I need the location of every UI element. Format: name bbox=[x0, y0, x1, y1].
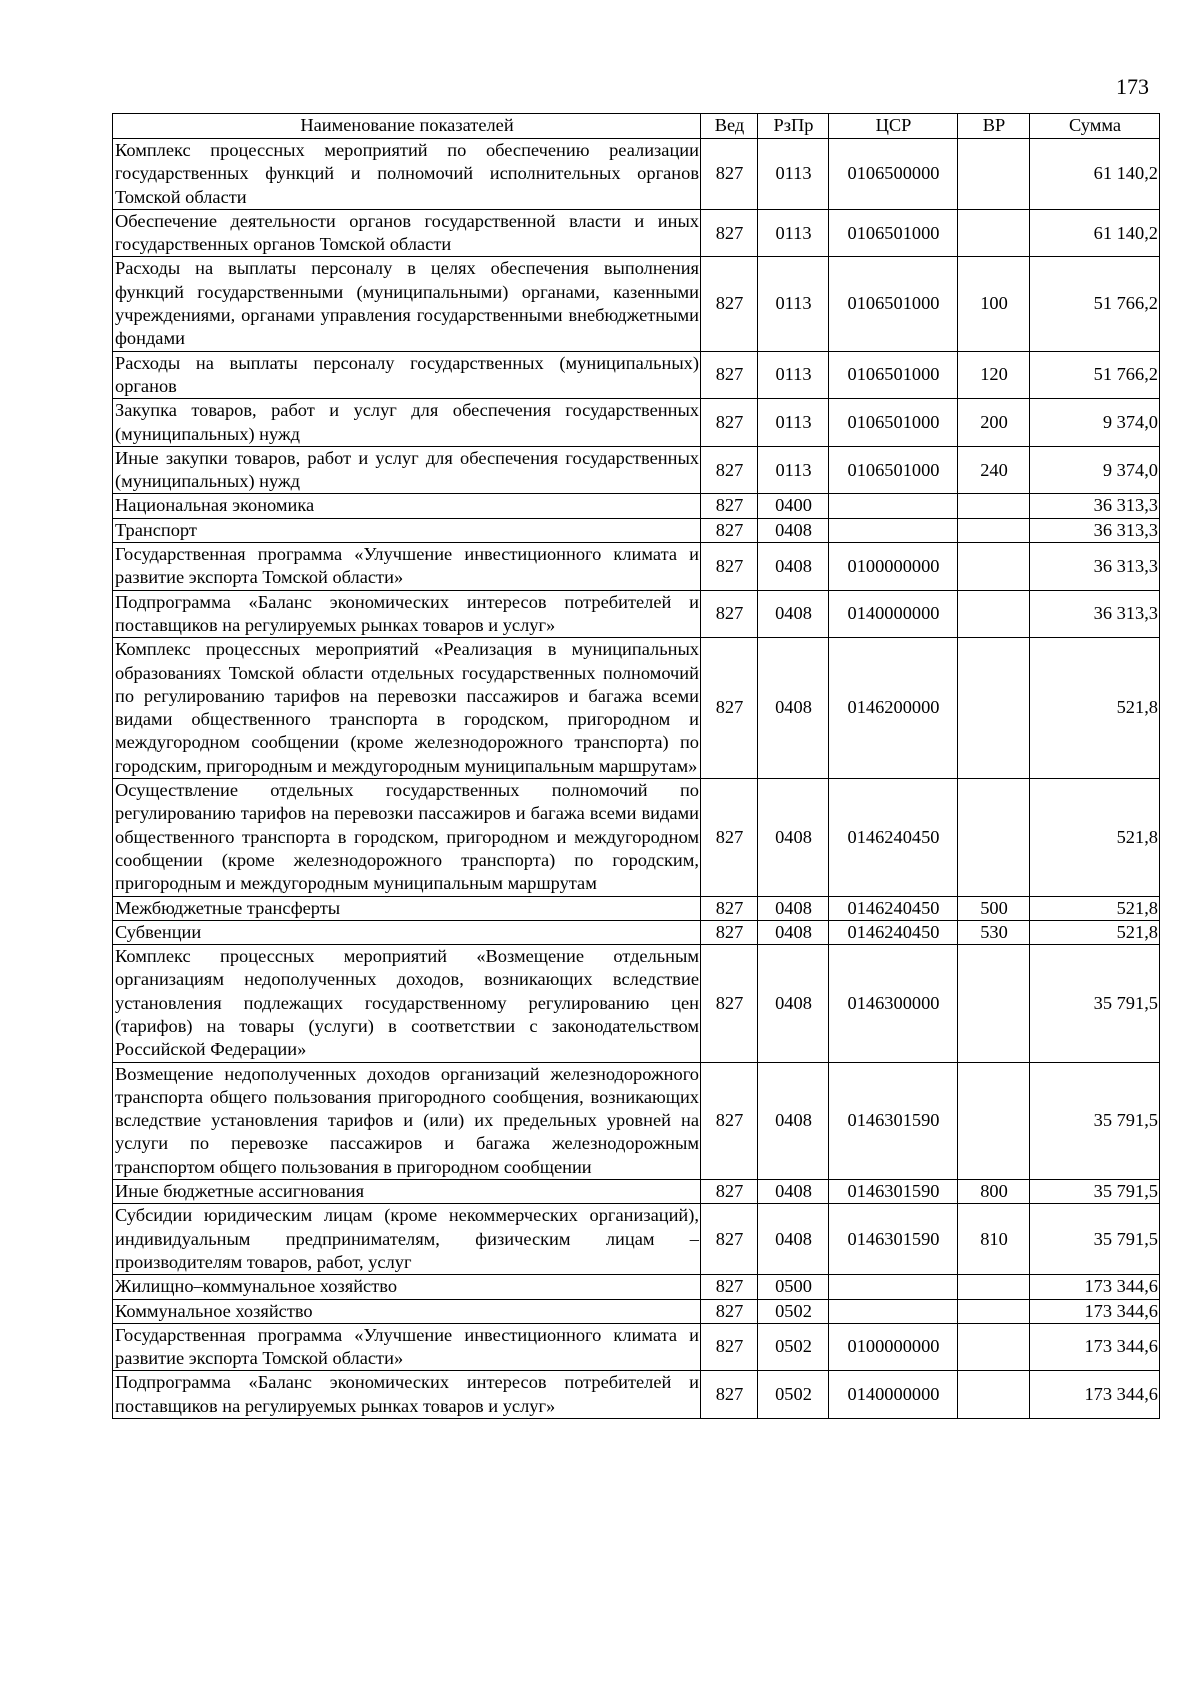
cell-sum: 9 374,0 bbox=[1030, 446, 1160, 494]
cell-rzpr: 0408 bbox=[758, 590, 829, 638]
cell-ved: 827 bbox=[701, 257, 758, 351]
cell-vr: 810 bbox=[958, 1204, 1030, 1275]
cell-vr bbox=[958, 518, 1030, 542]
cell-rzpr: 0500 bbox=[758, 1275, 829, 1299]
cell-csr: 0146300000 bbox=[829, 945, 958, 1062]
cell-rzpr: 0408 bbox=[758, 920, 829, 944]
table-row bbox=[113, 351, 1160, 399]
cell-sum: 173 344,6 bbox=[1030, 1299, 1160, 1323]
cell-csr: 0146301590 bbox=[829, 1204, 958, 1275]
cell-csr: 0140000000 bbox=[829, 1371, 958, 1419]
column-header-name: Наименование показателей bbox=[113, 114, 701, 139]
cell-sum: 51 766,2 bbox=[1030, 351, 1160, 399]
cell-sum: 36 313,3 bbox=[1030, 494, 1160, 518]
table-row bbox=[113, 779, 1160, 896]
cell-sum: 521,8 bbox=[1030, 638, 1160, 779]
cell-csr: 0140000000 bbox=[829, 590, 958, 638]
cell-ved: 827 bbox=[701, 209, 758, 257]
table-row bbox=[113, 638, 1160, 779]
cell-ved: 827 bbox=[701, 1371, 758, 1419]
column-header-sum: Сумма bbox=[1030, 114, 1160, 139]
cell-vr bbox=[958, 779, 1030, 896]
table-row bbox=[113, 1323, 1160, 1371]
cell-sum: 521,8 bbox=[1030, 779, 1160, 896]
cell-ved: 827 bbox=[701, 446, 758, 494]
cell-name: Государственная программа «Улучшение инвестиционного климата и развитие экспорта Томской области» bbox=[113, 543, 701, 591]
cell-csr: 0146240450 bbox=[829, 920, 958, 944]
cell-csr: 0106501000 bbox=[829, 446, 958, 494]
cell-vr bbox=[958, 1323, 1030, 1371]
cell-sum: 36 313,3 bbox=[1030, 518, 1160, 542]
table-row bbox=[113, 1062, 1160, 1179]
table-row bbox=[113, 446, 1160, 494]
cell-sum: 35 791,5 bbox=[1030, 1180, 1160, 1204]
cell-vr bbox=[958, 945, 1030, 1062]
cell-sum: 521,8 bbox=[1030, 920, 1160, 944]
cell-csr: 0100000000 bbox=[829, 1323, 958, 1371]
cell-sum: 36 313,3 bbox=[1030, 590, 1160, 638]
cell-rzpr: 0408 bbox=[758, 1180, 829, 1204]
cell-vr: 530 bbox=[958, 920, 1030, 944]
cell-csr: 0146200000 bbox=[829, 638, 958, 779]
cell-name: Комплекс процессных мероприятий «Возмещение отдельным организациям недополученных доходов, возникающих вследствие установления подлежащих государственному регулированию цен (тарифов) на товары (услуги) в соответствии с законодательством Российской Федерации» bbox=[113, 945, 701, 1062]
cell-rzpr: 0400 bbox=[758, 494, 829, 518]
cell-rzpr: 0408 bbox=[758, 896, 829, 920]
cell-name: Осуществление отдельных государственных полномочий по регулированию тарифов на перевозки пассажиров и багажа всеми видами общественного транспорта в городском, пригородном и междугородном сообщении (кроме железнодорожного транспорта) по городским, пригородным и междугородным муниципальным маршрутам bbox=[113, 779, 701, 896]
column-header-rzpr: РзПр bbox=[758, 114, 829, 139]
cell-vr bbox=[958, 209, 1030, 257]
column-header-ved: Вед bbox=[701, 114, 758, 139]
cell-csr bbox=[829, 1275, 958, 1299]
cell-vr bbox=[958, 1062, 1030, 1179]
cell-sum: 35 791,5 bbox=[1030, 945, 1160, 1062]
cell-csr: 0100000000 bbox=[829, 543, 958, 591]
cell-rzpr: 0408 bbox=[758, 779, 829, 896]
cell-sum: 35 791,5 bbox=[1030, 1062, 1160, 1179]
cell-vr bbox=[958, 1371, 1030, 1419]
table-row bbox=[113, 209, 1160, 257]
cell-ved: 827 bbox=[701, 945, 758, 1062]
cell-sum: 173 344,6 bbox=[1030, 1323, 1160, 1371]
column-header-csr: ЦСР bbox=[829, 114, 958, 139]
table-row bbox=[113, 543, 1160, 591]
cell-vr bbox=[958, 590, 1030, 638]
cell-csr bbox=[829, 494, 958, 518]
cell-name: Субвенции bbox=[113, 920, 701, 944]
table-row bbox=[113, 1204, 1160, 1275]
cell-name: Подпрограмма «Баланс экономических интересов потребителей и поставщиков на регулируемых рынках товаров и услуг» bbox=[113, 1371, 701, 1419]
cell-csr: 0146240450 bbox=[829, 779, 958, 896]
cell-csr: 0106500000 bbox=[829, 139, 958, 210]
table-row bbox=[113, 257, 1160, 351]
cell-name: Транспорт bbox=[113, 518, 701, 542]
cell-name: Подпрограмма «Баланс экономических интересов потребителей и поставщиков на регулируемых рынках товаров и услуг» bbox=[113, 590, 701, 638]
cell-vr bbox=[958, 1299, 1030, 1323]
cell-sum: 61 140,2 bbox=[1030, 139, 1160, 210]
cell-ved: 827 bbox=[701, 638, 758, 779]
column-header-vr: ВР bbox=[958, 114, 1030, 139]
cell-rzpr: 0113 bbox=[758, 446, 829, 494]
cell-sum: 173 344,6 bbox=[1030, 1371, 1160, 1419]
cell-vr: 800 bbox=[958, 1180, 1030, 1204]
cell-ved: 827 bbox=[701, 399, 758, 447]
cell-rzpr: 0408 bbox=[758, 638, 829, 779]
cell-vr bbox=[958, 1275, 1030, 1299]
table-row bbox=[113, 399, 1160, 447]
cell-vr: 240 bbox=[958, 446, 1030, 494]
table-header-row bbox=[113, 114, 1160, 139]
cell-csr: 0146301590 bbox=[829, 1180, 958, 1204]
cell-vr: 200 bbox=[958, 399, 1030, 447]
cell-rzpr: 0502 bbox=[758, 1323, 829, 1371]
cell-sum: 9 374,0 bbox=[1030, 399, 1160, 447]
cell-csr: 0106501000 bbox=[829, 209, 958, 257]
cell-csr: 0146301590 bbox=[829, 1062, 958, 1179]
cell-rzpr: 0502 bbox=[758, 1299, 829, 1323]
cell-name: Субсидии юридическим лицам (кроме некоммерческих организаций), индивидуальным предпринимателям, физическим лицам – производителям товаров, работ, услуг bbox=[113, 1204, 701, 1275]
cell-rzpr: 0408 bbox=[758, 518, 829, 542]
cell-vr bbox=[958, 494, 1030, 518]
table-row bbox=[113, 920, 1160, 944]
cell-ved: 827 bbox=[701, 590, 758, 638]
cell-sum: 35 791,5 bbox=[1030, 1204, 1160, 1275]
cell-ved: 827 bbox=[701, 543, 758, 591]
cell-rzpr: 0113 bbox=[758, 351, 829, 399]
table-row bbox=[113, 896, 1160, 920]
table-row bbox=[113, 1299, 1160, 1323]
cell-name: Жилищно–коммунальное хозяйство bbox=[113, 1275, 701, 1299]
cell-vr: 100 bbox=[958, 257, 1030, 351]
cell-csr: 0106501000 bbox=[829, 399, 958, 447]
cell-rzpr: 0408 bbox=[758, 1204, 829, 1275]
table-row bbox=[113, 945, 1160, 1062]
cell-vr: 500 bbox=[958, 896, 1030, 920]
cell-name: Государственная программа «Улучшение инвестиционного климата и развитие экспорта Томской области» bbox=[113, 1323, 701, 1371]
table-row bbox=[113, 1180, 1160, 1204]
cell-rzpr: 0113 bbox=[758, 139, 829, 210]
cell-ved: 827 bbox=[701, 1204, 758, 1275]
cell-name: Возмещение недополученных доходов организаций железнодорожного транспорта общего пользования пригородного сообщения, возникающих вследствие установления тарифов и (или) их предельных уровней на услуги по перевозке пассажиров и багажа железнодорожным транспортом общего пользования в пригородном сообщении bbox=[113, 1062, 701, 1179]
cell-ved: 827 bbox=[701, 896, 758, 920]
cell-rzpr: 0408 bbox=[758, 945, 829, 1062]
cell-sum: 521,8 bbox=[1030, 896, 1160, 920]
cell-name: Комплекс процессных мероприятий по обеспечению реализации государственных функций и полномочий исполнительных органов Томской области bbox=[113, 139, 701, 210]
cell-rzpr: 0408 bbox=[758, 1062, 829, 1179]
cell-ved: 827 bbox=[701, 1323, 758, 1371]
cell-ved: 827 bbox=[701, 1180, 758, 1204]
cell-csr: 0106501000 bbox=[829, 351, 958, 399]
page-number: 173 bbox=[1116, 74, 1149, 99]
table-row bbox=[113, 518, 1160, 542]
cell-ved: 827 bbox=[701, 494, 758, 518]
cell-csr: 0106501000 bbox=[829, 257, 958, 351]
cell-name: Коммунальное хозяйство bbox=[113, 1299, 701, 1323]
cell-rzpr: 0408 bbox=[758, 543, 829, 591]
cell-sum: 36 313,3 bbox=[1030, 543, 1160, 591]
cell-ved: 827 bbox=[701, 1299, 758, 1323]
cell-rzpr: 0113 bbox=[758, 209, 829, 257]
cell-sum: 173 344,6 bbox=[1030, 1275, 1160, 1299]
cell-name: Комплекс процессных мероприятий «Реализация в муниципальных образованиях Томской области отдельных государственных полномочий по регулированию тарифов на перевозки пассажиров и багажа всеми видами общественного транспорта в городском, пригородном и междугородном сообщении (кроме железнодорожного транспорта) по городским, пригородным и междугородным муниципальным маршрутам» bbox=[113, 638, 701, 779]
cell-name: Иные бюджетные ассигнования bbox=[113, 1180, 701, 1204]
cell-name: Национальная экономика bbox=[113, 494, 701, 518]
cell-name: Межбюджетные трансферты bbox=[113, 896, 701, 920]
cell-csr bbox=[829, 1299, 958, 1323]
cell-name: Обеспечение деятельности органов государственной власти и иных государственных органов Томской области bbox=[113, 209, 701, 257]
cell-ved: 827 bbox=[701, 1275, 758, 1299]
cell-rzpr: 0113 bbox=[758, 257, 829, 351]
table-row bbox=[113, 139, 1160, 210]
cell-csr bbox=[829, 518, 958, 542]
cell-name: Расходы на выплаты персоналу государственных (муниципальных) органов bbox=[113, 351, 701, 399]
cell-vr bbox=[958, 638, 1030, 779]
cell-ved: 827 bbox=[701, 351, 758, 399]
table-row bbox=[113, 1275, 1160, 1299]
cell-ved: 827 bbox=[701, 518, 758, 542]
cell-ved: 827 bbox=[701, 1062, 758, 1179]
table-row bbox=[113, 494, 1160, 518]
cell-csr: 0146240450 bbox=[829, 896, 958, 920]
cell-rzpr: 0113 bbox=[758, 399, 829, 447]
cell-name: Расходы на выплаты персоналу в целях обеспечения выполнения функций государственными (муниципальными) органами, казенными учреждениями, органами управления государственными внебюджетными фондами bbox=[113, 257, 701, 351]
cell-name: Иные закупки товаров, работ и услуг для обеспечения государственных (муниципальных) нужд bbox=[113, 446, 701, 494]
cell-ved: 827 bbox=[701, 779, 758, 896]
cell-sum: 61 140,2 bbox=[1030, 209, 1160, 257]
cell-ved: 827 bbox=[701, 139, 758, 210]
budget-table bbox=[112, 113, 1160, 1419]
cell-vr: 120 bbox=[958, 351, 1030, 399]
cell-rzpr: 0502 bbox=[758, 1371, 829, 1419]
table-row bbox=[113, 590, 1160, 638]
cell-vr bbox=[958, 543, 1030, 591]
cell-ved: 827 bbox=[701, 920, 758, 944]
cell-name: Закупка товаров, работ и услуг для обеспечения государственных (муниципальных) нужд bbox=[113, 399, 701, 447]
table-row bbox=[113, 1371, 1160, 1419]
cell-vr bbox=[958, 139, 1030, 210]
cell-sum: 51 766,2 bbox=[1030, 257, 1160, 351]
